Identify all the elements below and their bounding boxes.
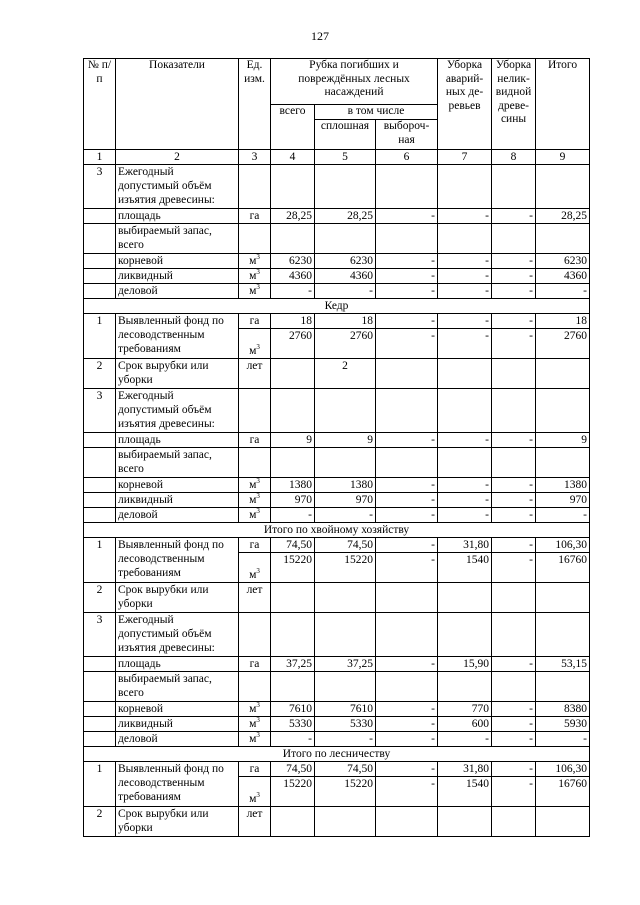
unit-exponent: 3 [256, 283, 260, 291]
unit-cell [239, 717, 271, 732]
table-row [84, 209, 590, 224]
row-label: Срок вырубки или уборки [116, 359, 239, 389]
row-label: Срок вырубки или уборки [116, 807, 239, 837]
value-cell: - [376, 762, 438, 777]
unit-cell [239, 284, 271, 299]
table-row [84, 717, 590, 732]
unit-cell: лет [239, 583, 271, 613]
unit-cell [239, 329, 271, 359]
value-cell: 18 [315, 314, 376, 329]
value-cell: 106,30 [536, 538, 590, 553]
unit-exponent: 3 [256, 492, 260, 500]
value-cell: 74,50 [271, 538, 315, 553]
row-label: деловой [116, 508, 239, 523]
value-cell: - [376, 209, 438, 224]
value-cell: 1540 [438, 777, 492, 807]
value-cell: - [492, 657, 536, 672]
unit-cell [239, 702, 271, 717]
value-cell: - [438, 478, 492, 493]
value-cell: 15220 [315, 777, 376, 807]
value-cell: - [438, 493, 492, 508]
table-row [84, 478, 590, 493]
page-number: 127 [311, 29, 329, 43]
unit-cell [239, 553, 271, 583]
unit-exponent: 3 [256, 731, 260, 739]
col-number: 8 [492, 150, 536, 165]
value-cell: 37,25 [271, 657, 315, 672]
row-label: Ежегодный допустимый объём изъятия древесины: [116, 165, 239, 209]
unit-text: м [249, 494, 257, 506]
unit-cell [239, 269, 271, 284]
value-cell: 15,90 [438, 657, 492, 672]
unit-cell: га [239, 762, 271, 777]
row-label: Ежегодный допустимый объём изъятия древесины: [116, 613, 239, 657]
value-cell: - [492, 777, 536, 807]
col-number: 6 [376, 150, 438, 165]
value-cell: - [376, 284, 438, 299]
value-cell: 28,25 [271, 209, 315, 224]
value-cell: - [492, 508, 536, 523]
value-cell: 16760 [536, 777, 590, 807]
unit-text: м [249, 285, 257, 297]
value-cell: - [492, 717, 536, 732]
table-row [84, 433, 590, 448]
value-cell: - [492, 254, 536, 269]
table-row [84, 672, 590, 702]
value-cell: - [492, 284, 536, 299]
value-cell: - [376, 553, 438, 583]
unit-cell: лет [239, 807, 271, 837]
table-row [84, 613, 590, 657]
unit-exponent: 3 [256, 253, 260, 261]
value-cell: - [492, 702, 536, 717]
row-label: площадь [116, 433, 239, 448]
value-cell: 8380 [536, 702, 590, 717]
unit-cell [239, 777, 271, 807]
table-row [84, 314, 590, 329]
row-num: 2 [84, 807, 116, 837]
value-cell: - [376, 254, 438, 269]
unit-exponent: 3 [256, 507, 260, 515]
unit-text: м [249, 718, 257, 730]
value-cell: 2760 [271, 329, 315, 359]
header-unit: Ед. изм. [239, 59, 271, 150]
row-label: Срок вырубки или уборки [116, 583, 239, 613]
value-cell: - [492, 478, 536, 493]
value-cell: 4360 [271, 269, 315, 284]
unit-cell: га [239, 314, 271, 329]
unit-exponent: 3 [256, 701, 260, 709]
value-cell: - [492, 762, 536, 777]
row-label: выбираемый запас, всего [116, 224, 239, 254]
value-cell: - [536, 732, 590, 747]
unit-text: м [249, 569, 257, 581]
value-cell: - [271, 284, 315, 299]
value-cell: 1540 [438, 553, 492, 583]
value-cell: - [492, 538, 536, 553]
unit-text: м [249, 509, 257, 521]
row-num: 1 [84, 314, 116, 359]
value-cell: - [536, 508, 590, 523]
unit-text: м [249, 270, 257, 282]
value-cell: 1380 [271, 478, 315, 493]
value-cell: 2760 [315, 329, 376, 359]
section-cedar: Кедр [84, 299, 590, 314]
col-number: 4 [271, 150, 315, 165]
value-cell: 74,50 [271, 762, 315, 777]
value-cell: 7610 [271, 702, 315, 717]
col-number: 3 [239, 150, 271, 165]
value-cell: - [438, 433, 492, 448]
value-cell: 18 [271, 314, 315, 329]
value-cell: 37,25 [315, 657, 376, 672]
col-number: 7 [438, 150, 492, 165]
unit-cell [239, 254, 271, 269]
value-cell: - [438, 329, 492, 359]
col-number: 9 [536, 150, 590, 165]
value-cell: - [438, 314, 492, 329]
row-num: 2 [84, 359, 116, 389]
row-label: выбираемый запас, всего [116, 672, 239, 702]
value-cell: - [492, 732, 536, 747]
value-cell: 5330 [271, 717, 315, 732]
value-cell: 6230 [536, 254, 590, 269]
value-cell: - [536, 284, 590, 299]
col-number: 1 [84, 150, 116, 165]
unit-text: м [249, 255, 257, 267]
value-cell: - [376, 777, 438, 807]
value-cell: 6230 [271, 254, 315, 269]
row-label: корневой [116, 702, 239, 717]
value-cell: - [438, 254, 492, 269]
value-cell: 5930 [536, 717, 590, 732]
value-cell: 6230 [315, 254, 376, 269]
row-num: 3 [84, 389, 116, 433]
value-cell: - [376, 538, 438, 553]
value-cell: 2760 [536, 329, 590, 359]
value-cell: 2 [315, 359, 376, 389]
row-num: 2 [84, 583, 116, 613]
value-cell: 18 [536, 314, 590, 329]
unit-cell [239, 478, 271, 493]
value-cell: 53,15 [536, 657, 590, 672]
row-label: деловой [116, 732, 239, 747]
value-cell: - [376, 433, 438, 448]
section-forestry-total: Итого по лесничеству [84, 747, 590, 762]
value-cell: - [438, 732, 492, 747]
unit-exponent: 3 [256, 343, 260, 351]
value-cell: - [492, 209, 536, 224]
value-cell: 28,25 [536, 209, 590, 224]
unit-text: м [249, 345, 257, 357]
value-cell: - [376, 508, 438, 523]
value-cell: - [315, 732, 376, 747]
table-row [84, 254, 590, 269]
value-cell: - [315, 284, 376, 299]
value-cell: - [492, 329, 536, 359]
row-num: 1 [84, 762, 116, 807]
value-cell: - [376, 478, 438, 493]
unit-cell [239, 508, 271, 523]
value-cell: - [271, 508, 315, 523]
unit-exponent: 3 [256, 791, 260, 799]
row-label: Выявленный фонд по лесоводственным требованиям [116, 314, 239, 359]
header-emergency: Уборка аварий-ных де-ревьев [438, 59, 492, 150]
row-num: 1 [84, 538, 116, 583]
header-clear: сплошная [315, 120, 376, 150]
unit-exponent: 3 [256, 716, 260, 724]
unit-exponent: 3 [256, 477, 260, 485]
row-label: площадь [116, 657, 239, 672]
value-cell: 7610 [315, 702, 376, 717]
row-label: ликвидный [116, 493, 239, 508]
table-row [84, 493, 590, 508]
table-row [84, 762, 590, 777]
value-cell: - [376, 493, 438, 508]
section-conifer-total: Итого по хвойному хозяйству [84, 523, 590, 538]
value-cell: 970 [536, 493, 590, 508]
value-cell: 970 [315, 493, 376, 508]
table-row [84, 448, 590, 478]
row-label: Выявленный фонд по лесоводственным требованиям [116, 538, 239, 583]
value-cell: 15220 [271, 777, 315, 807]
unit-cell [239, 732, 271, 747]
table-row [84, 508, 590, 523]
row-label: корневой [116, 478, 239, 493]
unit-text: м [249, 733, 257, 745]
header-num: № п/п [84, 59, 116, 150]
header-total: Итого [536, 59, 590, 150]
row-label: деловой [116, 284, 239, 299]
value-cell: - [438, 269, 492, 284]
value-cell: - [438, 508, 492, 523]
value-cell: 9 [271, 433, 315, 448]
unit-cell: га [239, 433, 271, 448]
table-row [84, 389, 590, 433]
value-cell: 9 [315, 433, 376, 448]
value-cell: - [492, 553, 536, 583]
unit-text: м [249, 793, 257, 805]
table-row [84, 224, 590, 254]
value-cell: - [376, 702, 438, 717]
value-cell: 28,25 [315, 209, 376, 224]
value-cell: 15220 [315, 553, 376, 583]
value-cell: - [376, 269, 438, 284]
value-cell: - [376, 732, 438, 747]
header-nonliquid: Уборка нелик-видной древе-сины [492, 59, 536, 150]
value-cell: - [376, 717, 438, 732]
unit-cell: га [239, 538, 271, 553]
value-cell: 970 [271, 493, 315, 508]
unit-text: м [249, 479, 257, 491]
value-cell: 9 [536, 433, 590, 448]
value-cell: 74,50 [315, 762, 376, 777]
header-felling-group: Рубка погибших и повреждённых лесных насаждений [271, 59, 438, 105]
value-cell: - [492, 433, 536, 448]
unit-exponent: 3 [256, 567, 260, 575]
table-row [84, 284, 590, 299]
unit-exponent: 3 [256, 268, 260, 276]
header-selective: выбороч-ная [376, 120, 438, 150]
value-cell: - [376, 314, 438, 329]
forestry-table [83, 58, 590, 837]
table-row [84, 269, 590, 284]
table-row [84, 165, 590, 209]
table-row [84, 702, 590, 717]
value-cell: - [376, 329, 438, 359]
unit-cell: га [239, 209, 271, 224]
table-row [84, 807, 590, 837]
value-cell: - [492, 493, 536, 508]
unit-text: м [249, 703, 257, 715]
row-num: 3 [84, 613, 116, 657]
header-including: в том числе [315, 105, 438, 120]
value-cell: 4360 [315, 269, 376, 284]
row-label: площадь [116, 209, 239, 224]
value-cell: - [438, 209, 492, 224]
header-indicators: Показатели [116, 59, 239, 150]
table-row [84, 657, 590, 672]
value-cell: 31,80 [438, 538, 492, 553]
value-cell: - [315, 508, 376, 523]
value-cell: 106,30 [536, 762, 590, 777]
row-label: выбираемый запас, всего [116, 448, 239, 478]
value-cell: - [376, 657, 438, 672]
value-cell: - [492, 269, 536, 284]
row-num: 3 [84, 165, 116, 209]
table-row [84, 538, 590, 553]
table-row [84, 359, 590, 389]
value-cell: - [492, 314, 536, 329]
table-row [84, 732, 590, 747]
unit-cell: лет [239, 359, 271, 389]
value-cell: 31,80 [438, 762, 492, 777]
row-label: Выявленный фонд по лесоводственным требованиям [116, 762, 239, 807]
value-cell: - [438, 284, 492, 299]
value-cell: 4360 [536, 269, 590, 284]
row-label: ликвидный [116, 717, 239, 732]
value-cell: 600 [438, 717, 492, 732]
value-cell: 5330 [315, 717, 376, 732]
value-cell: - [271, 732, 315, 747]
col-number: 2 [116, 150, 239, 165]
unit-cell [239, 493, 271, 508]
value-cell: 15220 [271, 553, 315, 583]
value-cell: 74,50 [315, 538, 376, 553]
row-label: корневой [116, 254, 239, 269]
header-total-all: всего [271, 105, 315, 150]
value-cell: 1380 [315, 478, 376, 493]
row-label: ликвидный [116, 269, 239, 284]
value-cell: 1380 [536, 478, 590, 493]
col-number: 5 [315, 150, 376, 165]
value-cell: 16760 [536, 553, 590, 583]
table-row [84, 583, 590, 613]
unit-cell: га [239, 657, 271, 672]
row-label: Ежегодный допустимый объём изъятия древесины: [116, 389, 239, 433]
value-cell: 770 [438, 702, 492, 717]
